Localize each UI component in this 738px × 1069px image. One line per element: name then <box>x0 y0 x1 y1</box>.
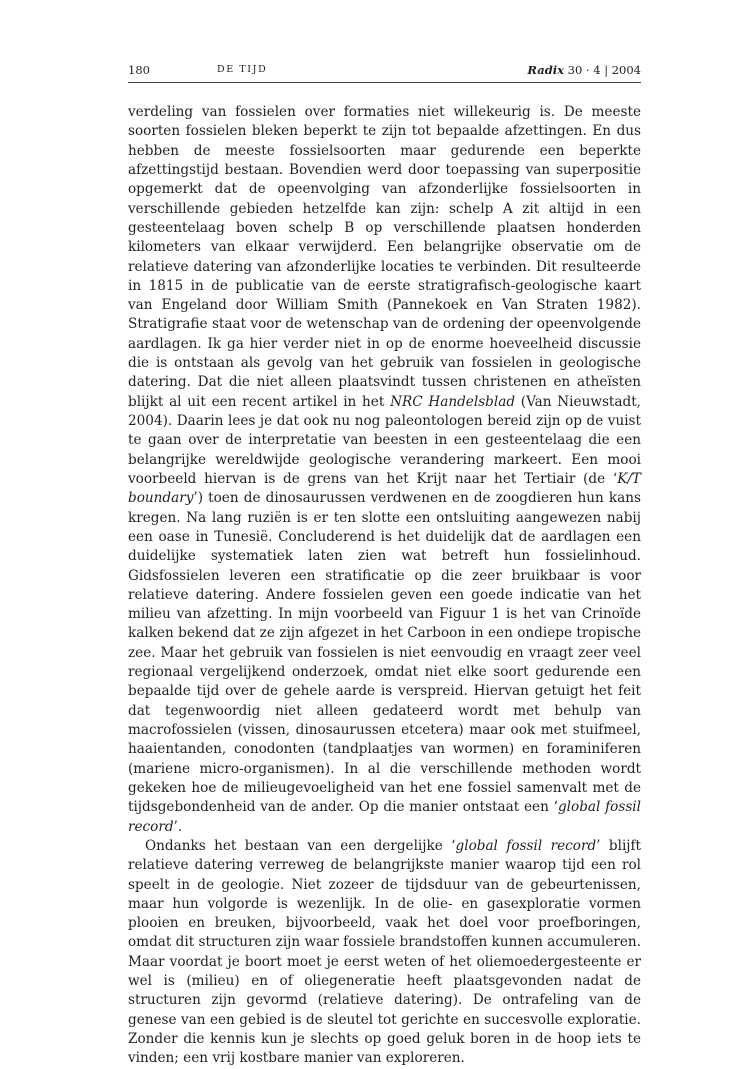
article-body <box>128 103 641 1069</box>
paragraph-2-text-a: Ondanks het bestaan van een dergelijke ‘ <box>145 837 456 854</box>
section-title: DE TIJD <box>217 64 268 75</box>
journal-info <box>527 62 641 78</box>
paragraph-1-italic-kt: K/T boundary <box>128 470 641 507</box>
paragraph-2 <box>128 837 641 1069</box>
running-header <box>128 62 641 82</box>
paragraph-1 <box>128 103 641 837</box>
page-number: 180 <box>128 63 150 77</box>
paragraph-1-text-c: ’) toen de dinosaurussen verdwenen en de zoogdieren hun kans kregen. Na lang ruziën is er ten slotte een ontsluiting aangewezen nabij een oase in Tunesië. Concluderend is het duidelijk dat de aardlagen een duidelijke systematiek laten zien wat betreft hun fossielinhoud. Gidsfossielen leveren een stratificatie op die zeer bruikbaar is voor relatieve datering. Andere fossielen geven een goede indicatie van het milieu van afzetting. In mijn voorbeeld van Figuur 1 is het van Crinoïde kalken bekend dat ze zijn afgezet in het Carboon in een ondiepe tropische zee. Maar het gebruik van fossielen is niet eenvoudig en vraagt zeer veel regionaal vergelijkend onderzoek, omdat niet elke soort gedurende een bepaalde tijd over de gehele aarde is verspreid. Hiervan getuigt het feit dat tegenwoordig niet alleen gedateerd wordt met behulp van macrofossielen (vissen, dinosaurussen etcetera) maar ook met stuifmeel, haaientanden, conodonten (tandplaatjes van wormen) en foraminiferen (mariene micro-organismen). In al die verschillende methoden wordt gekeken hoe de milieugevoeligheid van het ene fossiel samenvalt met de tijdsgebondenheid van de ander. Op die manier ontstaat een ‘ <box>128 490 641 816</box>
journal-issue: 30 · 4 | 2004 <box>567 63 641 77</box>
paragraph-2-text-b: ’ blijft relatieve datering verreweg de belangrijkste manier waarop tijd een rol speelt in de geologie. Niet zozeer de tijdsduur van de gebeurtenissen, maar hun volgorde is wezenlijk. In de olie- en gasexploratie vormen plooien en breuken, bijvoorbeeld, vaak het doel voor proefboringen, omdat dit structuren zijn waar fossiele brandstoffen kunnen accumuleren. Maar voordat je boort moet je eerst weten of het oliemoedergesteente er wel is (milieu) en of oliegeneratie heeft plaatsgevonden nadat de structuren zijn gevormd (relatieve datering). De ontrafeling van de genese van een gebied is de sleutel tot gerichte en succesvolle exploratie. Zonder die kennis kun je slechts op goed geluk boren in de hoop iets te vinden; een vrij kostbare manier van exploreren. <box>128 837 642 1067</box>
paragraph-1-italic-nrc: NRC Handelsblad <box>390 393 516 410</box>
paragraph-1-text-d: ’. <box>173 818 183 835</box>
paragraph-1-text-b: (Van Nieuwstadt, 2004). Daarin lees je dat ook nu nog paleontologen bereid zijn op de vuist te gaan over de interpretatie van beesten in een gesteentelaag die een belangrijke wereldwijde geologische verandering markeert. Een mooi voorbeeld hiervan is de grens van het Krijt naar het Tertiair (de ‘ <box>128 393 641 487</box>
paragraph-1-italic-gfr: global fossil record <box>128 799 642 835</box>
journal-name: Radix <box>527 63 564 77</box>
paragraph-1-text-a: verdeling van fossielen over formaties niet willekeurig is. De meeste soorten fossielen bleken beperkt te zijn tot bepaalde afzettingen. En dus hebben de meeste fossielsoorten maar gedurende een beperkte afzettingstijd bestaan. Bovendien werd door toepassing van superpositie opgemerkt dat de opeenvolging van afzonderlijke fossielsoorten in verschillende gebieden hetzelfde kan zijn: schelp A zit altijd in een gesteentelaag boven schelp B op verschillende plaatsen honderden kilometers van elkaar verwijderd. Een belangrijke observatie om de relatieve datering van afzonderlijke locaties te verbinden. Dit resulteerde in 1815 in de publicatie van de eerste stratigrafisch-geologische kaart van Engeland door William Smith (Pannekoek en Van Straten 1982). Stratigrafie staat voor de wetenschap van de ordening der opeenvolgende aardlagen. Ik ga hier verder niet in op de enorme hoeveelheid discussie die is ontstaan als gevolg van het gebruik van fossielen in geologische datering. Dat die niet alleen plaatsvindt tussen christenen en atheïsten blijkt al uit een recent artikel in het <box>128 104 641 410</box>
header-rule <box>128 82 641 83</box>
paragraph-2-italic-gfr: global fossil record <box>455 837 597 854</box>
